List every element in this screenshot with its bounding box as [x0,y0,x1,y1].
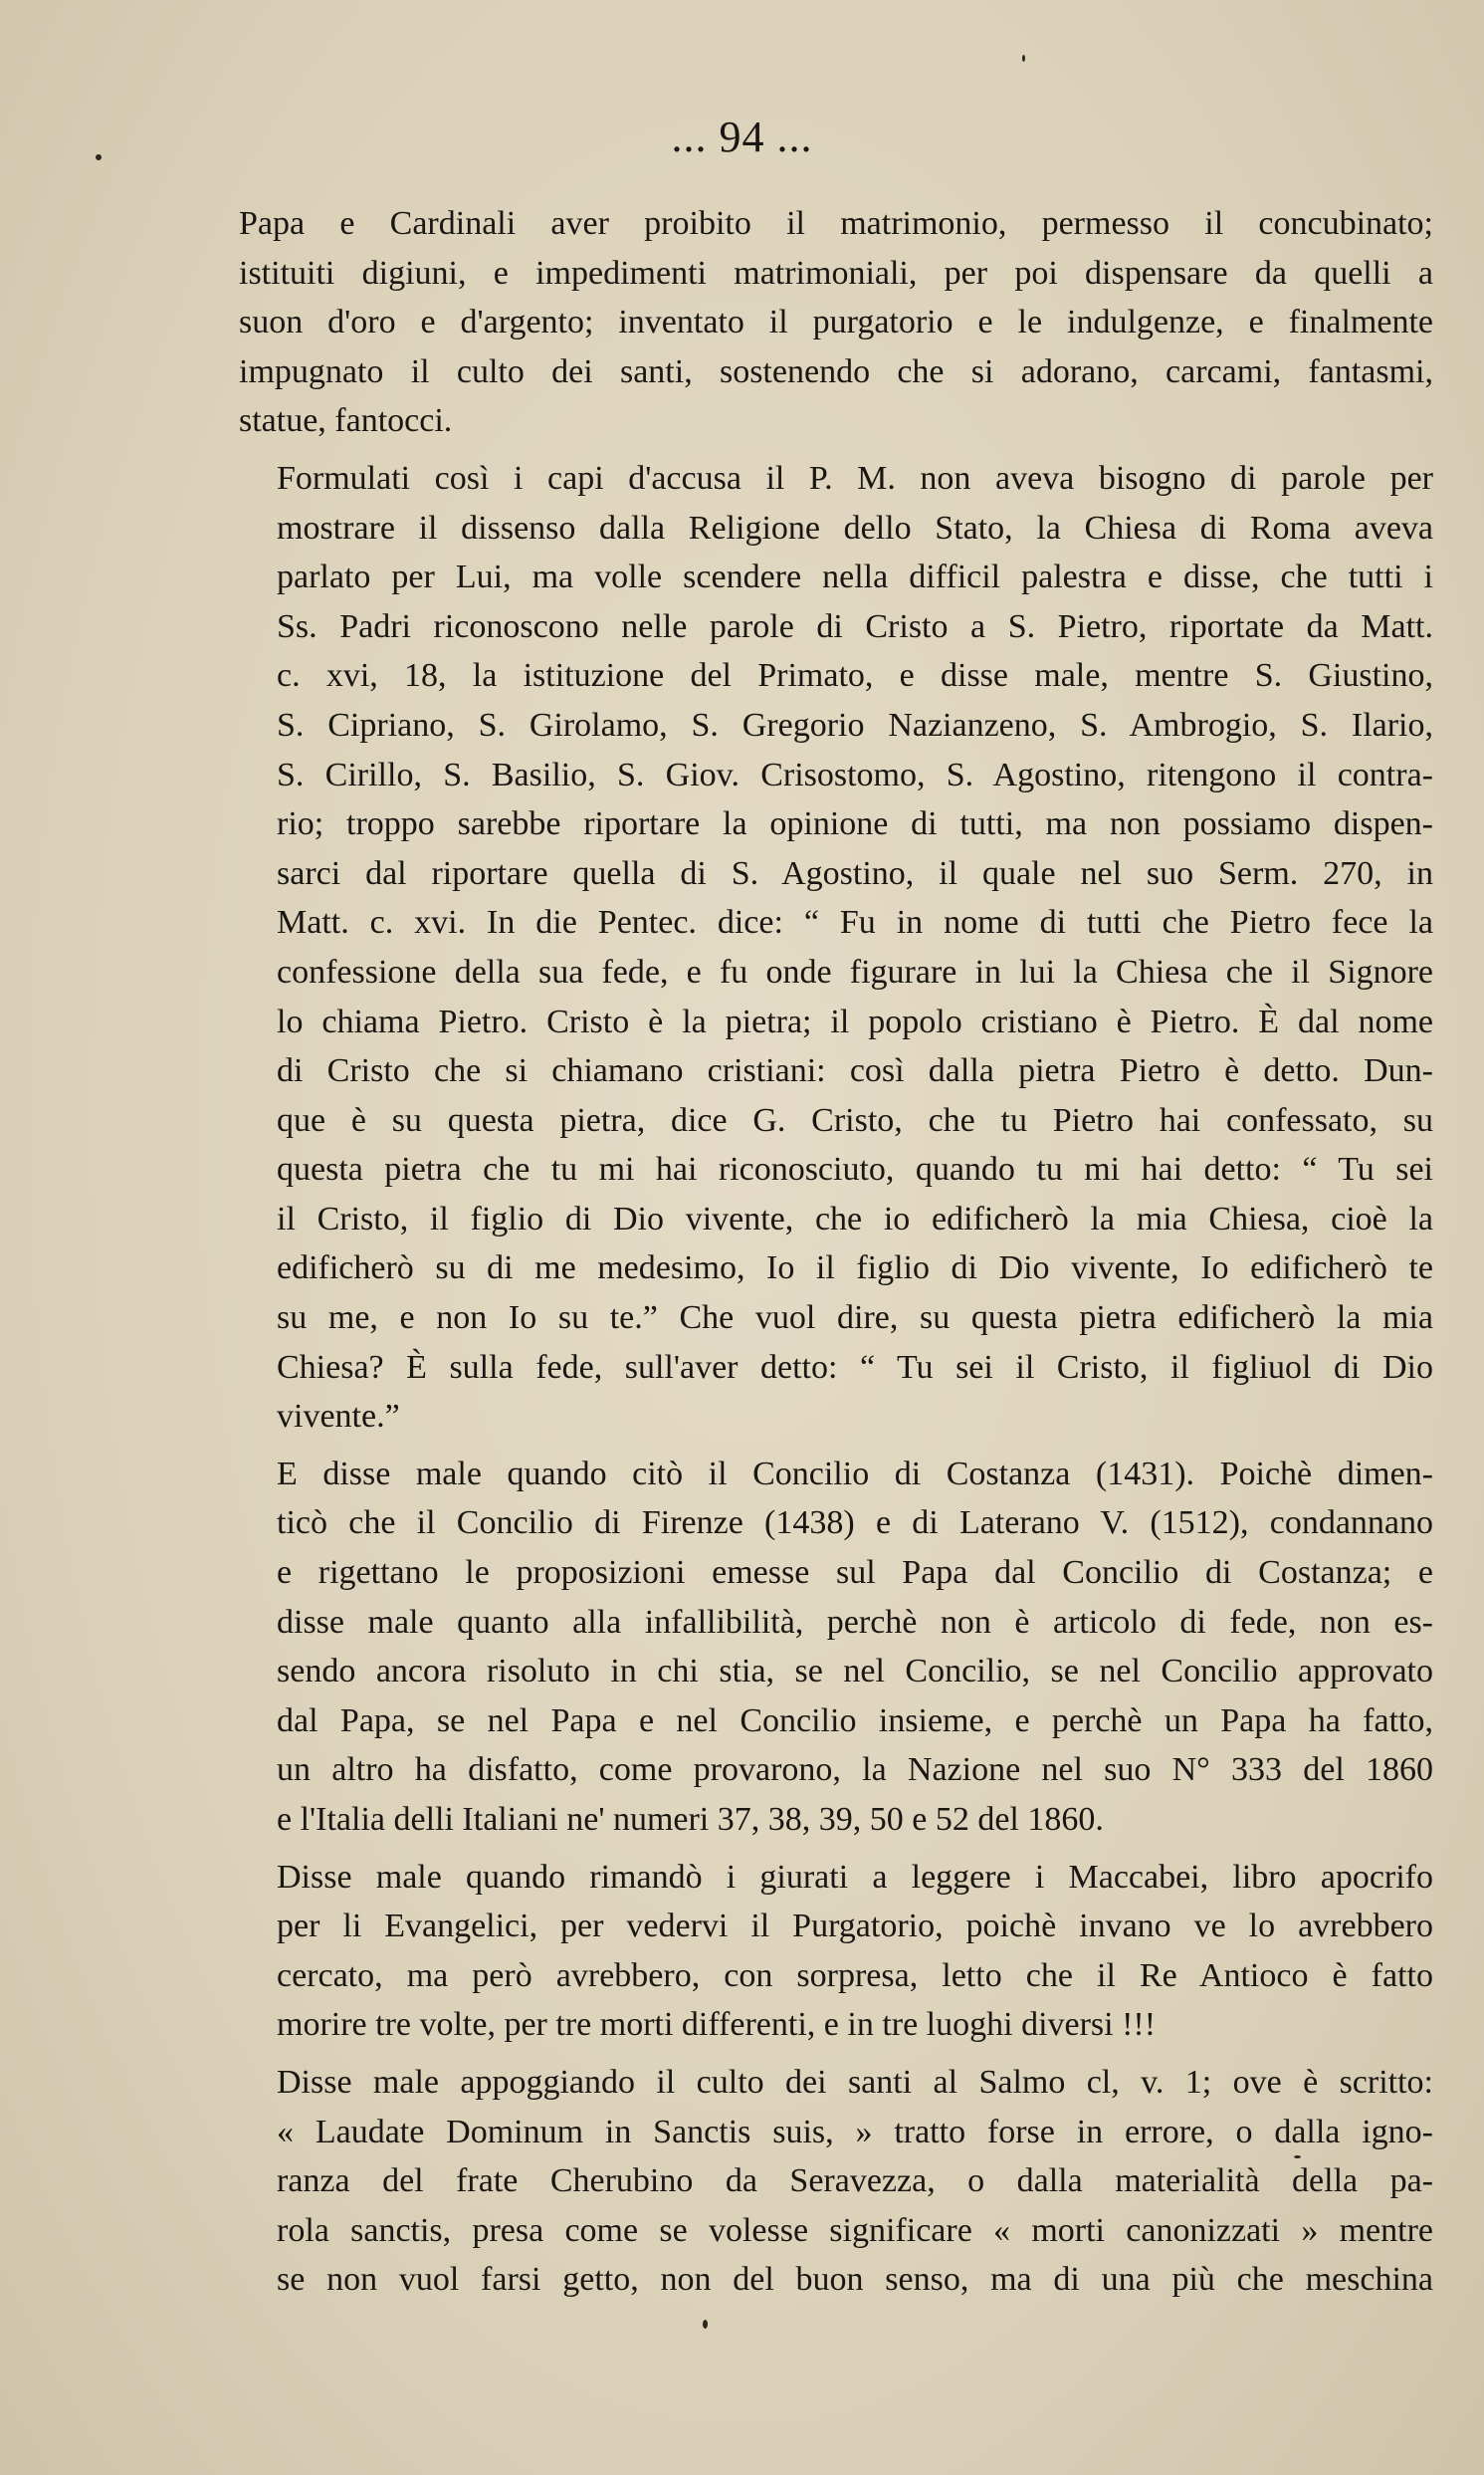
paragraph-2 [239,454,1433,1442]
text-line: Papa e Cardinali aver proibito il matrimonio, permesso il concubinato; [239,205,1433,242]
text-line: e l'Italia delli Italiani ne' numeri 37, 38, 39, 50 e 52 del 1860. [277,1801,1104,1838]
text-line: que è su questa pietra, dice G. Cristo, che tu Pietro hai confessato, su [277,1101,1433,1139]
text-line: ranza del frate Cherubino da Seravezza, o dalla materialità della pa- [277,2162,1433,2200]
text-line: c. xvi, 18, la istituzione del Primato, e disse male, mentre S. Giustino, [277,657,1433,695]
text-line: dal Papa, se nel Papa e nel Concilio insieme, e perchè un Papa ha fatto, [277,1701,1433,1739]
text-line: Matt. c. xvi. In die Pentec. dice: “ Fu in nome di tutti che Pietro fece la [277,904,1433,942]
text-line: e rigettano le proposizioni emesse sul Papa dal Concilio di Costanza; e [277,1554,1433,1592]
text-line: confessione della sua fede, e fu onde figurare in lui la Chiesa che il Signore [277,953,1433,991]
text-line: parlato per Lui, ma volle scendere nella difficil palestra e disse, che tutti i [277,559,1433,596]
text-line: istituiti digiuni, e impedimenti matrimoniali, per poi dispensare da quelli a [239,254,1433,292]
scan-speck [96,154,102,160]
text-line: « Laudate Dominum in Sanctis suis, » tratto forse in errore, o dalla igno- [277,2113,1433,2150]
scan-speck [1294,2155,1301,2158]
text-line: mostrare il dissenso dalla Religione dello Stato, la Chiesa di Roma aveva [277,509,1433,547]
page-number: ... 94 ... [671,112,813,161]
scan-speck [1022,55,1025,62]
text-line: statue, fantocci. [239,402,453,440]
paragraph-5 [239,2058,1433,2305]
paragraph-3 [239,1450,1433,1845]
text-line: impugnato il culto dei santi, sostenendo che si adorano, carcami, fantasmi, [239,352,1433,390]
body-text [239,199,1433,2313]
paragraph-1 [239,199,1433,446]
text-line: Disse male quando rimandò i giurati a leggere i Maccabei, libro apocrifo [277,1858,1433,1896]
text-line: edificherò su di me medesimo, Io il figlio di Dio vivente, Io edificherò te [277,1249,1433,1287]
text-line: lo chiama Pietro. Cristo è la pietra; il popolo cristiano è Pietro. È dal nome [277,1003,1433,1040]
text-line: ticò che il Concilio di Firenze (1438) e di Laterano V. (1512), condannano [277,1504,1433,1542]
text-line: questa pietra che tu mi hai riconosciuto, quando tu mi hai detto: “ Tu sei [277,1151,1433,1189]
text-line: di Cristo che si chiamano cristiani: così dalla pietra Pietro è detto. Dun- [277,1052,1433,1090]
paragraph-4 [239,1853,1433,2050]
text-line: S. Cirillo, S. Basilio, S. Giov. Crisostomo, S. Agostino, ritengono il contra- [277,756,1433,793]
text-line: vivente.” [277,1398,400,1436]
scan-speck [703,2320,708,2329]
text-line: E disse male quando citò il Concilio di Costanza (1431). Poichè dimen- [277,1455,1433,1492]
text-line: Ss. Padri riconoscono nelle parole di Cristo a S. Pietro, riportate da Matt. [277,607,1433,645]
text-line: suon d'oro e d'argento; inventato il purgatorio e le indulgenze, e finalmente [239,304,1433,341]
text-line: Chiesa? È sulla fede, sull'aver detto: “ Tu sei il Cristo, il figliuol di Dio [277,1348,1433,1386]
text-line: sarci dal riportare quella di S. Agostino, il quale nel suo Serm. 270, in [277,854,1433,892]
text-line: per li Evangelici, per vedervi il Purgatorio, poichè invano ve lo avrebbero [277,1908,1433,1945]
text-line: su me, e non Io su te.” Che vuol dire, su questa pietra edificherò la mia [277,1299,1433,1337]
text-line: disse male quanto alla infallibilità, perchè non è articolo di fede, non es- [277,1603,1433,1641]
text-line: morire tre volte, per tre morti differenti, e in tre luoghi diversi !!! [277,2006,1157,2044]
text-line: Formulati così i capi d'accusa il P. M. non aveva bisogno di parole per [277,459,1433,497]
text-line: il Cristo, il figlio di Dio vivente, che io edificherò la mia Chiesa, cioè la [277,1200,1433,1238]
text-line: un altro ha disfatto, come provarono, la Nazione nel suo N° 333 del 1860 [277,1751,1433,1789]
text-line: S. Cipriano, S. Girolamo, S. Gregorio Nazianzeno, S. Ambrogio, S. Ilario, [277,706,1433,744]
text-line: se non vuol farsi getto, non del buon senso, ma di una più che meschina [277,2261,1433,2299]
text-line: rio; troppo sarebbe riportare la opinione di tutti, ma non possiamo dispen- [277,805,1433,843]
text-line: Disse male appoggiando il culto dei santi al Salmo cl, v. 1; ove è scritto: [277,2063,1433,2101]
text-line: sendo ancora risoluto in chi stia, se nel Concilio, se nel Concilio approvato [277,1653,1433,1690]
text-line: rola sanctis, presa come se volesse significare « morti canonizzati » mentre [277,2211,1433,2249]
text-line: cercato, ma però avrebbero, con sorpresa, letto che il Re Antioco è fatto [277,1956,1433,1994]
